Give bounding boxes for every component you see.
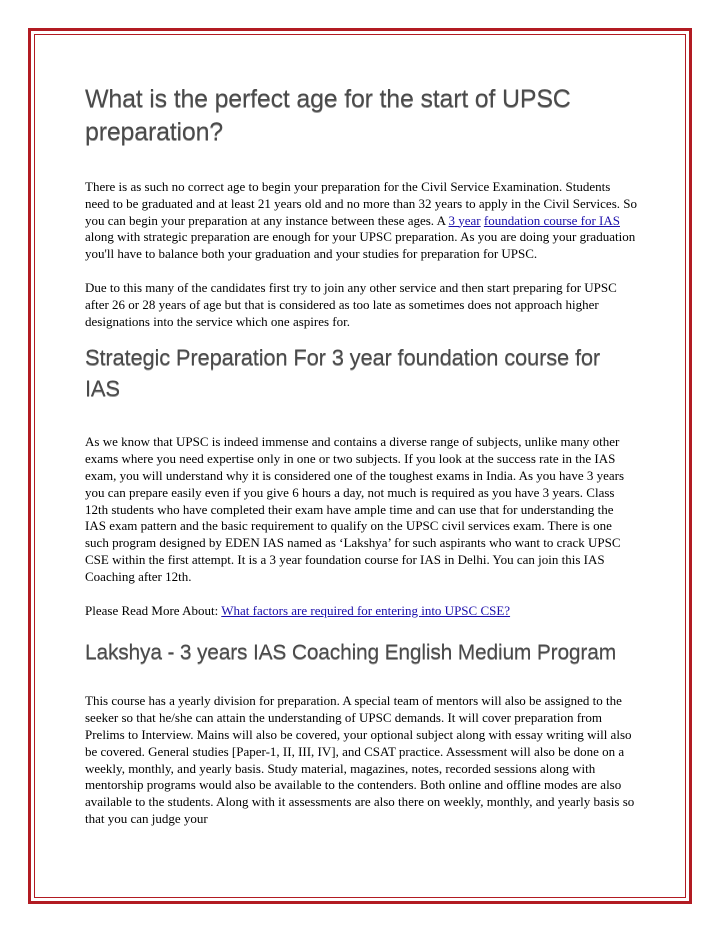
heading-lakshya-program: Lakshya - 3 years IAS Coaching English Medium Program	[85, 641, 616, 665]
paragraph-intro-text-c: along with strategic preparation are enough for your UPSC preparation. As you are doing your graduation you'll have to balance both your graduation and your studies for preparation for UPSC.	[85, 229, 636, 262]
paragraph-intro-text-a: There is as such no correct age to begin your preparation for the Civil Service Examination. Students need to be graduated and at least 21 years old and no more than 32 years to apply in the Civil Services. So you can begin your preparation at any instance between these ages. A	[85, 179, 637, 228]
document-content	[85, 83, 637, 828]
paragraph-course-division: This course has a yearly division for preparation. A special team of mentors will also be assigned to the seeker so that he/she can attain the understanding of UPSC demands. It will cover preparation from Prelims to Interview. Mains will also be covered, your optional subject along with essay writing will also be covered. General studies [Paper-1, II, III, IV], and CSAT practice. Assessment will also be done on a weekly, monthly, and yearly basis. Study material, magazines, notes, recorded sessions along with mentorship programs would also be available to the contenders. Both online and offline modes are also available to the students. Along with it assessments are also there on weekly, monthly, and yearly basis so that you can judge your	[85, 693, 635, 826]
heading-perfect-age: What is the perfect age for the start of UPSC preparation?	[85, 85, 571, 146]
paragraph-intro	[85, 179, 637, 263]
paragraph-candidates: Due to this many of the candidates first try to join any other service and then start preparing for UPSC after 26 or 28 years of age but that is considered as too late as sometimes does not approach higher designations into the service which one aspires for.	[85, 279, 617, 329]
link-3-year[interactable]: 3 year	[448, 212, 481, 228]
paragraph-upsc-immense: As we know that UPSC is indeed immense and contains a diverse range of subjects, unlike many other exams where you need expertise only in one or two subjects. If you look at the success rate in the IAS exam, you will understand why it is considered one of the toughest exams in India. As you have 3 years you can prepare easily even if you give 6 hours a day, not much is required as you have 3 years. Class 12th students who have completed their exam have ample time and can use that for understanding the IAS exam pattern and the basic requirement to qualify on the UPSC civil services exam. There is one such program designed by EDEN IAS named as ‘Lakshya’ for such aspirants who want to crack UPSC CSE within the first attempt. It is a 3 year foundation course for IAS in Delhi. You can join this IAS Coaching after 12th.	[85, 434, 625, 584]
heading-strategic-preparation: Strategic Preparation For 3 year foundation course for IAS	[85, 345, 601, 402]
link-foundation-course[interactable]: foundation course for IAS	[483, 212, 620, 228]
read-more-prefix: Please Read More About:	[85, 602, 222, 618]
link-factors-upsc[interactable]: What factors are required for entering into UPSC CSE?	[221, 602, 511, 618]
read-more-line	[85, 603, 637, 620]
